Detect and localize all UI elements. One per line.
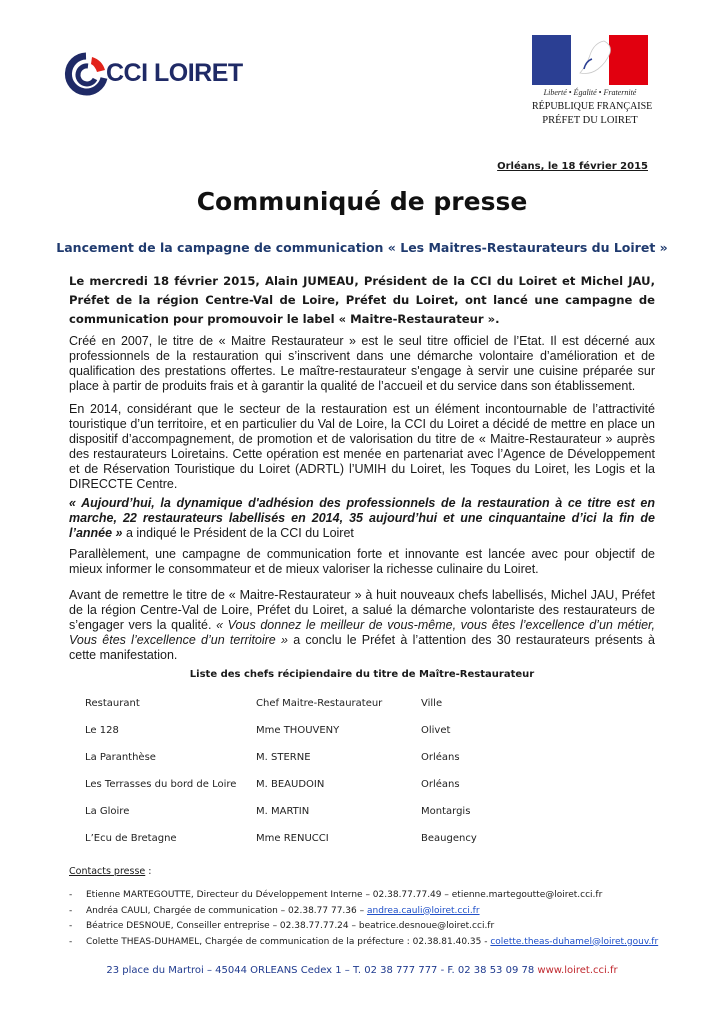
rf-prefet: PRÉFET DU LOIRET	[542, 115, 638, 126]
table-header-cell: Chef Maitre-Restaurateur	[256, 698, 383, 709]
rf-name: RÉPUBLIQUE FRANÇAISE	[532, 101, 653, 112]
table-header-cell: Restaurant	[85, 698, 140, 709]
table-cell: Mme THOUVENY	[256, 725, 340, 736]
paragraph-4: Parallèlement, une campagne de communication forte et innovante est lancée avec pour objectif de mieux informer le consommateur et de mieux valoriser la richesse culinaire du Loiret.	[69, 547, 655, 576]
contact-text: Etienne MARTEGOUTTE, Directeur du Développement Interne – 02.38.77.77.49 –	[86, 890, 452, 900]
prefet-quote: « Vous donnez le meilleur de vous-même, vous êtes l’excellence d’un métier, Vous êtes l’excellence d’un territoire »	[69, 618, 655, 647]
table-row	[85, 825, 541, 852]
table-cell: M. MARTIN	[256, 806, 310, 817]
contact-text: Andréa CAULI, Chargée de communication – 02.38.77 77.36 –	[86, 905, 367, 916]
contacts-title-label: Contacts presse	[69, 866, 146, 877]
table-cell: M. STERNE	[256, 752, 311, 763]
page-title: Communiqué de presse	[196, 187, 528, 216]
table-cell: L’Ecu de Bretagne	[85, 833, 177, 844]
lead-paragraph: Le mercredi 18 février 2015, Alain JUMEAU, Président de la CCI du Loiret et Michel JAU, Préfet de la région Centre-Val de Loire, Préfet du Loiret, ont lancé une campagne de communication pour promouvoir le label « Maitre-Restaurateur ».	[69, 274, 655, 326]
cci-logo-icon	[64, 52, 108, 96]
table-row	[85, 744, 541, 771]
table-cell: Orléans	[421, 752, 460, 763]
contact-email-link[interactable]: andrea.cauli@loiret.cci.fr	[366, 905, 480, 916]
contact-item	[69, 935, 658, 951]
subtitle: Lancement de la campagne de communication « Les Maitres-Restaurateurs du Loiret »	[56, 240, 668, 255]
contacts-list	[69, 888, 658, 950]
table-cell: M. BEAUDOIN	[256, 779, 325, 790]
contacts-title-suffix: :	[145, 866, 152, 877]
footer	[0, 965, 724, 976]
contact-item	[69, 888, 658, 904]
footer-address: 23 place du Martroi – 45044 ORLEANS Cedex 1 – T. 02 38 777 777 - F. 02 38 53 09 78	[106, 965, 538, 976]
president-quote: « Aujourd’hui, la dynamique d'adhésion des professionnels de la restauration à ce titre est en marche, 22 restaurateurs labellisés en 2014, 35 aujourd’hui et une cinquantaine d’ici la fin de l’année »	[69, 496, 655, 540]
paragraph-1: Créé en 2007, le titre de « Maitre Restaurateur » est le seul titre officiel de l’Etat. Il est décerné aux professionnels de la restauration qui s’inscrivent dans une démarche volontaire d’amélioration et de qualification des prestations offertes. Le maître-restaurateur s'engage à servir une cuisine préparée sur place à partir de produits frais et à garantir la qualité de l’accueil et du service dans son établissement.	[69, 334, 655, 393]
table-cell: La Paranthèse	[85, 752, 156, 763]
contact-item	[69, 904, 658, 920]
table-cell: Les Terrasses du bord de Loire	[85, 779, 237, 790]
table-cell: Montargis	[421, 806, 471, 817]
marianne-flag-icon	[532, 35, 648, 85]
paragraph-5-b: a conclu le Préfet à l’attention des 30 restaurateurs présents à cette manifestation.	[69, 633, 655, 662]
contact-text: Colette THEAS-DUHAMEL, Chargée de communication de la préfecture : 02.38.81.40.35 -	[86, 936, 491, 947]
paragraph-2: En 2014, considérant que le secteur de la restauration est un élément incontournable de l’attractivité touristique d’un territoire, et en particulier du Val de Loire, la CCI du Loiret a décidé de mettre en place un dispositif d’accompagnement, de promotion et de valorisation du titre de « Maitre-Restaurateur » auprès des restaurateurs Loiretains. Cette opération est menée en partenariat avec l’Agence de Développement et de Réservation Touristique du Loiret (ADRTL) l’UMIH du Loiret, les Toques du Loiret, les Logis et la DIRECCTE Centre.	[69, 402, 655, 491]
paragraph-3	[69, 496, 655, 541]
rf-motto: Liberté • Égalité • Fraternité	[543, 88, 637, 97]
list-title: Liste des chefs récipiendaire du titre de Maître-Restaurateur	[189, 669, 535, 680]
table-cell: La Gloire	[85, 806, 130, 817]
paragraph-3-rest: a indiqué le Président de la CCI du Loiret	[122, 526, 354, 540]
table-row	[85, 717, 541, 744]
table-cell: Mme RENUCCI	[256, 833, 329, 844]
contact-email: beatrice.desnoue@loiret.cci.fr	[358, 921, 495, 931]
contacts-title	[69, 866, 151, 877]
contact-item	[69, 919, 658, 935]
contact-email: etienne.martegoutte@loiret.cci.fr	[451, 890, 603, 900]
cci-logo-text: CCI LOIRET	[106, 59, 243, 87]
chefs-table	[85, 690, 541, 852]
paragraph-5-a: Avant de remettre le titre de « Maitre-Restaurateur » à huit nouveaux chefs labellisés, Michel JAU, Préfet de la région Centre-Val de Loire, Préfet du Loiret, a salué la démarche volontariste des restaurateurs de s’engager vers la qualité.	[69, 588, 655, 632]
table-cell: Le 128	[85, 725, 119, 736]
table-row	[85, 798, 541, 825]
contact-email-link[interactable]: colette.theas-duhamel@loiret.gouv.fr	[490, 936, 659, 947]
date-line: Orléans, le 18 février 2015	[497, 161, 648, 172]
footer-website-link[interactable]: www.loiret.cci.fr	[537, 965, 618, 976]
table-header-row	[85, 690, 541, 717]
contact-text: Béatrice DESNOUE, Conseiller entreprise – 02.38.77.77.24 –	[86, 921, 359, 931]
table-header-cell: Ville	[421, 698, 443, 709]
table-cell: Olivet	[421, 725, 451, 736]
table-row	[85, 771, 541, 798]
republique-francaise-logo	[532, 35, 653, 126]
table-cell: Beaugency	[421, 833, 477, 844]
table-cell: Orléans	[421, 779, 460, 790]
paragraph-5	[69, 588, 655, 663]
